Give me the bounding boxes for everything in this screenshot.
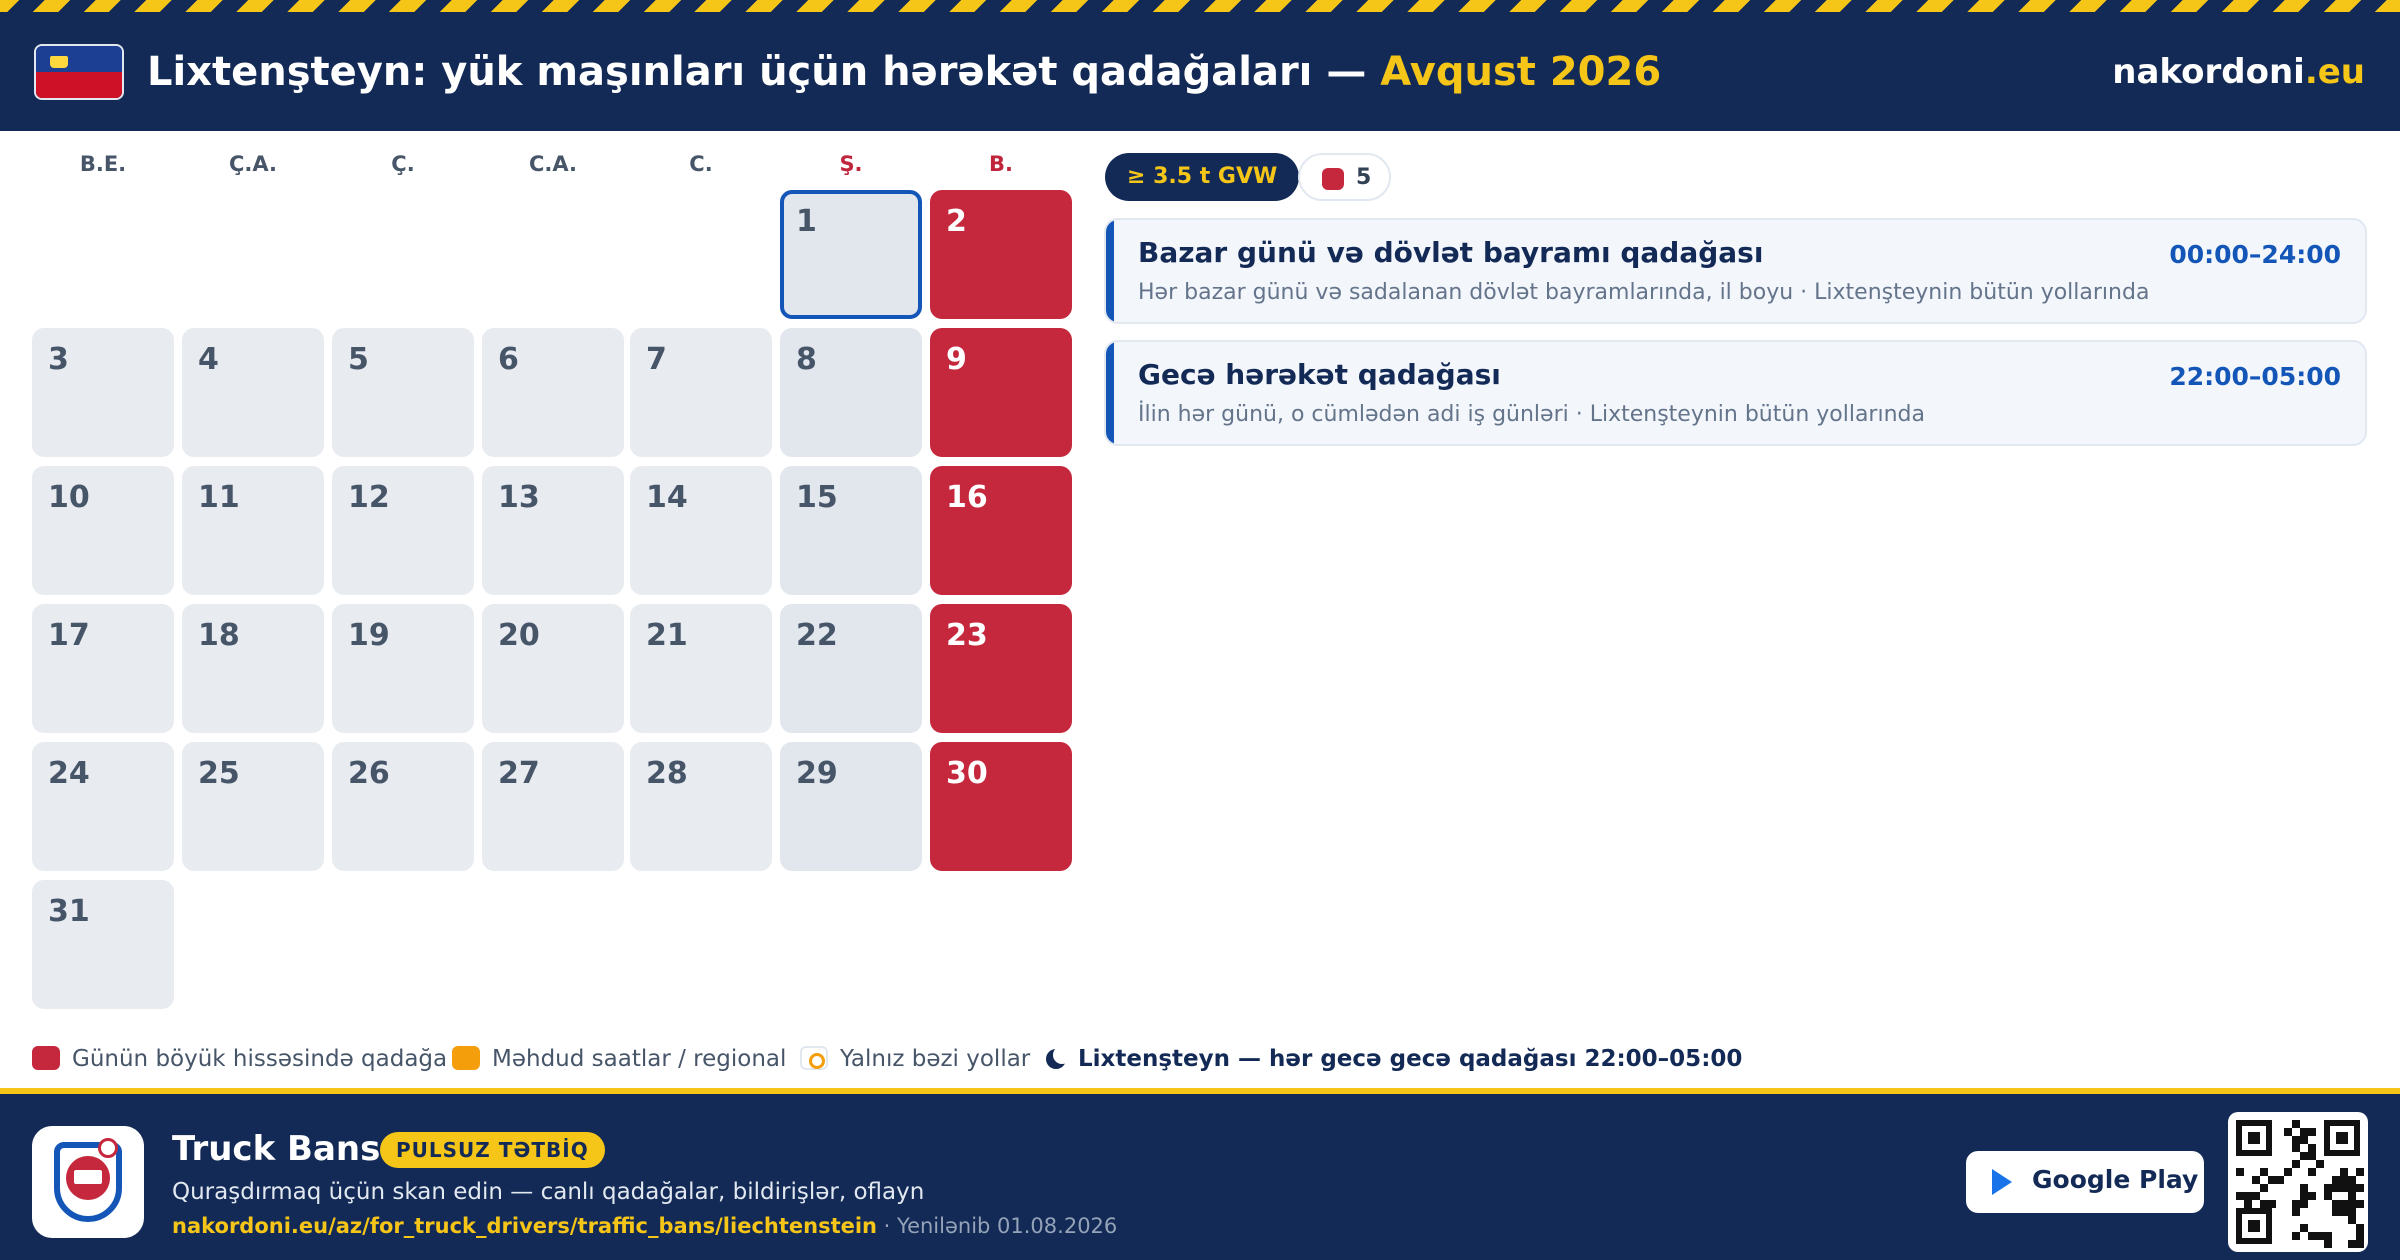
brand-logo[interactable] (2112, 46, 2365, 98)
hazard-stripe (0, 0, 2400, 12)
red-swatch-icon (32, 1046, 60, 1070)
calendar-day-number: 6 (498, 342, 519, 377)
google-play-label: Google Play (2032, 1165, 2199, 1194)
calendar-day-cell[interactable] (630, 328, 772, 457)
calendar-day-cell[interactable] (482, 328, 624, 457)
calendar-day-number: 3 (48, 342, 69, 377)
weekday-header: Ş. (839, 152, 863, 176)
app-name: Truck Bans (172, 1129, 381, 1169)
rule-accent-bar (1106, 342, 1114, 444)
rule-accent-bar (1106, 220, 1114, 322)
calendar-day-number: 29 (796, 756, 838, 791)
calendar-day-number: 17 (48, 618, 90, 653)
header-bar (0, 0, 2400, 131)
calendar-day-cell[interactable] (482, 742, 624, 871)
calendar-day-number: 26 (348, 756, 390, 791)
calendar-day-cell[interactable] (930, 742, 1072, 871)
weekday-header: Ç. (391, 152, 415, 176)
brand-name: nakordoni (2112, 52, 2305, 92)
free-app-badge: PULSUZ TƏTBİQ (380, 1132, 605, 1168)
calendar-day-number: 5 (348, 342, 369, 377)
rule-title: Bazar günü və dövlət bayramı qadağası (1138, 236, 1764, 269)
rule-subtitle: İlin hər günü, o cümlədən adi iş günləri · Lixtenşteynin bütün yollarında (1138, 402, 1925, 427)
calendar-day-cell[interactable] (482, 604, 624, 733)
calendar-day-cell[interactable] (332, 604, 474, 733)
calendar-day-cell[interactable] (630, 742, 772, 871)
app-url-link[interactable]: nakordoni.eu/az/for_truck_drivers/traffic_bans/liechtenstein (172, 1214, 877, 1238)
calendar-day-cell[interactable] (930, 328, 1072, 457)
ban-days-count: 5 (1356, 165, 1372, 190)
title-month: Avqust 2026 (1380, 49, 1662, 95)
calendar-day-number: 16 (946, 480, 988, 515)
app-subtitle: Quraşdırmaq üçün skan edin — canlı qadağalar, bildirişlər, oflayn (172, 1179, 925, 1205)
ban-days-count-chip[interactable] (1298, 153, 1391, 201)
qr-code-icon[interactable] (2228, 1112, 2368, 1252)
calendar-day-number: 24 (48, 756, 90, 791)
calendar-day-cell[interactable] (182, 742, 324, 871)
calendar-day-cell[interactable] (930, 466, 1072, 595)
calendar-day-cell[interactable] (332, 328, 474, 457)
liechtenstein-flag-icon (34, 44, 124, 100)
calendar-day-number: 22 (796, 618, 838, 653)
calendar-day-number: 1 (796, 204, 817, 239)
calendar-day-number: 19 (348, 618, 390, 653)
calendar-day-cell[interactable] (182, 466, 324, 595)
calendar-day-number: 21 (646, 618, 688, 653)
calendar-day-cell[interactable] (780, 742, 922, 871)
calendar-day-number: 23 (946, 618, 988, 653)
rule-time: 22:00–05:00 (2169, 362, 2341, 391)
calendar-day-number: 27 (498, 756, 540, 791)
calendar-day-cell[interactable] (332, 466, 474, 595)
calendar-day-cell[interactable] (332, 742, 474, 871)
weekday-header: Ç.A. (228, 152, 277, 176)
calendar-day-cell[interactable] (780, 604, 922, 733)
rule-card-sunday-holiday (1104, 218, 2367, 324)
orange-swatch-icon (452, 1046, 480, 1070)
weekday-header: B.E. (79, 152, 127, 176)
calendar-day-number: 12 (348, 480, 390, 515)
app-link-line (172, 1211, 1117, 1241)
rule-subtitle: Hər bazar günü və sadalanan dövlət bayramlarında, il boyu · Lixtenşteynin bütün yollarında (1138, 280, 2150, 305)
calendar-day-number: 14 (646, 480, 688, 515)
calendar-day-number: 2 (946, 204, 967, 239)
title-main: Lixtenşteyn: yük maşınları üçün hərəkət qadağaları — (147, 49, 1381, 95)
calendar-day-cell[interactable] (780, 328, 922, 457)
truck-bans-app-icon[interactable] (32, 1126, 144, 1238)
calendar-day-number: 8 (796, 342, 817, 377)
moon-icon (1046, 1049, 1066, 1069)
weekday-header: B. (989, 152, 1013, 176)
calendar-day-cell[interactable] (930, 190, 1072, 319)
calendar-day-cell[interactable] (630, 466, 772, 595)
orange-ring-icon (800, 1046, 828, 1070)
calendar-day-cell[interactable] (630, 604, 772, 733)
calendar-day-cell[interactable] (32, 880, 174, 1009)
calendar-day-number: 10 (48, 480, 90, 515)
calendar-day-cell[interactable] (482, 466, 624, 595)
rule-title: Gecə hərəkət qadağası (1138, 358, 1501, 391)
calendar-day-cell[interactable] (780, 466, 922, 595)
gvw-filter-chip[interactable]: ≥ 3.5 t GVW (1105, 153, 1299, 201)
legend (32, 1041, 2362, 1077)
play-triangle-icon (1992, 1169, 2012, 1195)
page-title (147, 44, 1661, 100)
rule-time: 00:00–24:00 (2169, 240, 2341, 269)
calendar-day-cell[interactable] (182, 604, 324, 733)
calendar-day-number: 11 (198, 480, 240, 515)
calendar-day-cell[interactable] (32, 328, 174, 457)
calendar-day-number: 7 (646, 342, 667, 377)
legend-label: Yalnız bəzi yollar (840, 1046, 1031, 1072)
calendar-day-number: 13 (498, 480, 540, 515)
legend-label: Məhdud saatlar / regional (492, 1046, 787, 1072)
updated-date: Yenilənib 01.08.2026 (897, 1214, 1118, 1238)
calendar-day-cell[interactable] (780, 190, 922, 319)
calendar-day-cell[interactable] (32, 604, 174, 733)
google-play-button[interactable] (1966, 1151, 2204, 1213)
calendar-day-cell[interactable] (32, 742, 174, 871)
calendar-day-number: 25 (198, 756, 240, 791)
brand-tld: .eu (2304, 52, 2365, 92)
calendar-day-cell[interactable] (32, 466, 174, 595)
calendar-day-number: 28 (646, 756, 688, 791)
rule-card-night-ban (1104, 340, 2367, 446)
weekday-header: C.A. (528, 152, 577, 176)
legend-label: Lixtenşteyn — hər gecə gecə qadağası 22:00–05:00 (1078, 1046, 1743, 1072)
weekday-header: C. (689, 152, 713, 176)
calendar-day-number: 18 (198, 618, 240, 653)
calendar-day-number: 15 (796, 480, 838, 515)
legend-label: Günün böyük hissəsində qadağa (72, 1046, 448, 1072)
calendar-day-number: 20 (498, 618, 540, 653)
calendar-day-number: 31 (48, 894, 90, 929)
calendar-day-cell[interactable] (182, 328, 324, 457)
calendar-day-cell[interactable] (930, 604, 1072, 733)
calendar-day-number: 9 (946, 342, 967, 377)
separator: · (877, 1214, 898, 1238)
calendar-day-number: 4 (198, 342, 219, 377)
footer-app-promo (0, 1088, 2400, 1260)
red-square-icon (1322, 168, 1344, 190)
calendar-day-number: 30 (946, 756, 988, 791)
